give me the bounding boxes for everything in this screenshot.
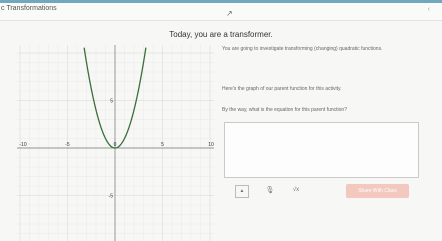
answer-toolbar xyxy=(224,182,417,200)
x-tick-label: 10 xyxy=(208,142,214,148)
y-tick-label: -5 xyxy=(108,193,113,200)
image-icon[interactable]: ▲ xyxy=(235,185,249,198)
page-heading: Today, you are a transformer. xyxy=(169,30,273,39)
header-bar xyxy=(0,3,442,21)
share-with-class-button[interactable]: Share With Class xyxy=(346,184,409,198)
graph-description: Here's the graph of our parent function for this activity. xyxy=(222,86,342,92)
cursor-icon: ↗ xyxy=(226,9,233,18)
question-text: By the way, what is the equation for this parent function? xyxy=(222,107,347,113)
x-tick-label: 0 xyxy=(113,142,117,148)
x-tick-label: 5 xyxy=(161,142,164,148)
lesson-title: c Transformations xyxy=(1,5,57,12)
microphone-icon[interactable]: 🎙 xyxy=(265,187,275,194)
intro-paragraph: You are going to investigate transforming (changing) quadratic functions. xyxy=(222,46,383,52)
answer-input[interactable] xyxy=(224,122,419,178)
x-tick-label: -10 xyxy=(19,142,27,148)
math-input-button[interactable]: √x xyxy=(292,187,300,193)
chevron-left-icon[interactable]: ‹ xyxy=(427,6,430,13)
x-tick-label: -5 xyxy=(65,142,70,148)
y-tick-label: 5 xyxy=(110,98,113,105)
parent-function-graph[interactable] xyxy=(17,45,214,241)
